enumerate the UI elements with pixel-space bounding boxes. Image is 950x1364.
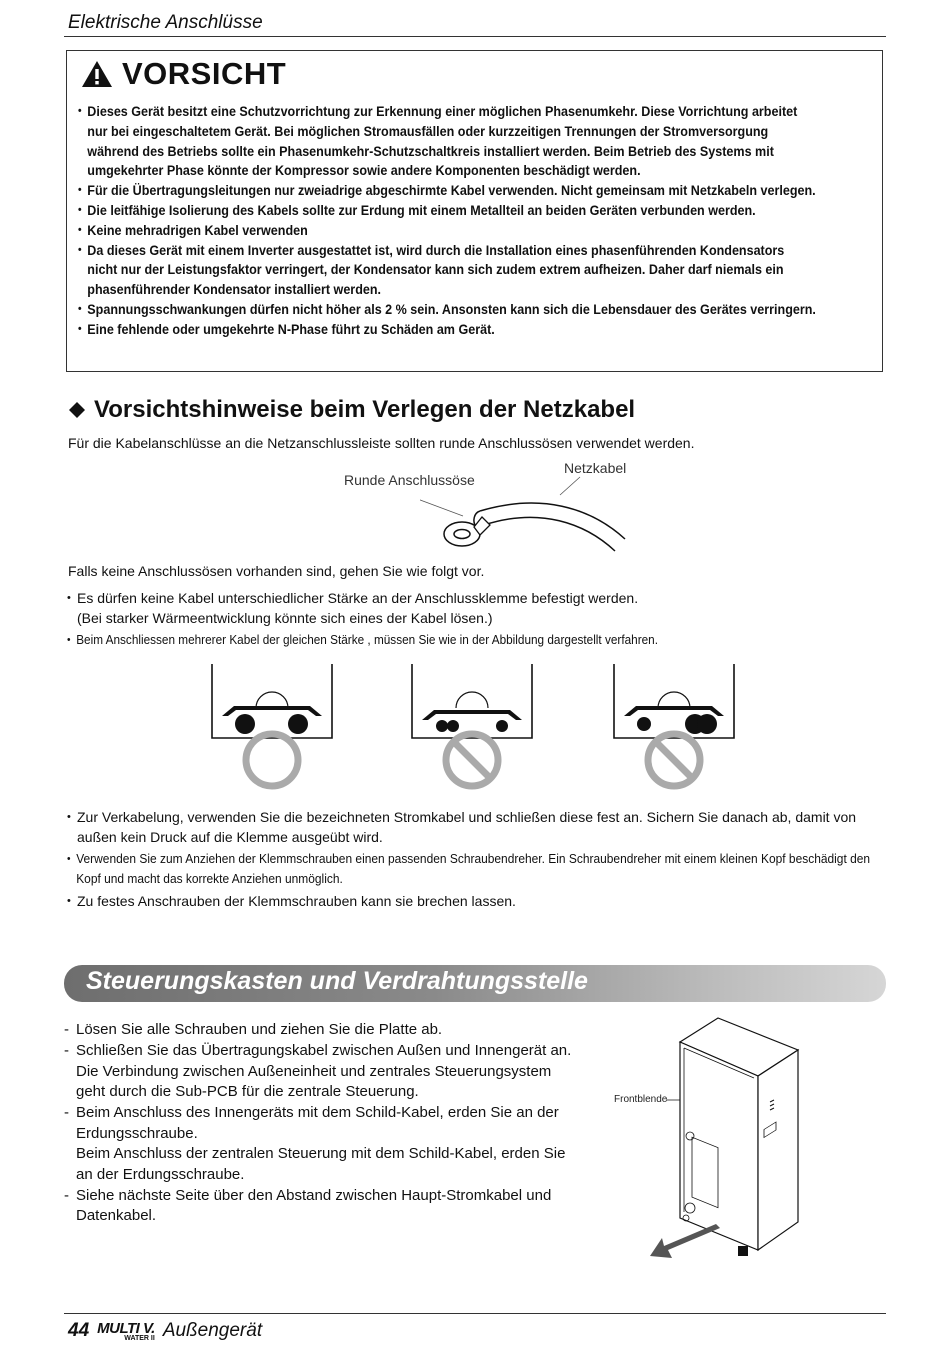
list-item: • Zu festes Anschrauben der Klemmschrauben kann sie brechen lassen.	[67, 891, 887, 911]
no-eyelet-text: Falls keine Anschlussösen vorhanden sind, gehen Sie wie folgt vor.	[68, 563, 485, 579]
list-item-note: (Bei starker Wärmeentwicklung könnte sich eines der Kabel lösen.)	[77, 610, 493, 626]
section-banner-title: Steuerungskasten und Verdrahtungsstelle	[86, 967, 588, 995]
diamond-bullet-icon	[68, 401, 86, 419]
eyelet-label: Runde Anschlussöse	[344, 472, 475, 488]
section-intro: Für die Kabelanschlüsse an die Netzanschlussleiste sollten runde Anschlussösen verwendet werden.	[68, 435, 695, 451]
diagram-correct	[212, 664, 332, 786]
tightening-rules-list	[67, 807, 887, 913]
caution-item: • Spannungsschwankungen dürfen nicht höher als 2 % sein. Ansonsten kann sich die Lebensdauer des Gerätes verringern.	[78, 300, 817, 320]
footer-title: Außengerät	[162, 1320, 263, 1341]
section-heading	[68, 396, 635, 424]
step-item	[64, 1103, 584, 1185]
caution-list	[78, 102, 817, 340]
header-rule	[64, 36, 886, 37]
caution-item: • Eine fehlende oder umgekehrte N-Phase führt zu Schäden am Gerät.	[78, 320, 817, 340]
caution-title: VORSICHT	[122, 56, 287, 91]
caution-item: • Die leitfähige Isolierung des Kabels sollte zur Erdung mit einem Metallteil an beiden Geräten verbunden werden.	[78, 201, 817, 221]
multi-v-logo	[97, 1321, 155, 1342]
control-box-steps	[64, 1020, 584, 1227]
list-item	[67, 588, 867, 628]
page-number: 44	[68, 1320, 90, 1341]
step-text: - Beim Anschluss des Innengeräts mit dem Schild-Kabel, erden Sie an der Erdungsschraube.	[76, 1104, 559, 1142]
caution-item: • Dieses Gerät besitzt eine Schutzvorrichtung zur Erkennung einer möglichen Phasenumkehr. Diese Vorrichtung arbeitet nur bei eingeschaltetem Gerät. Bei möglichen Stromausfällen oder kurzzeitigen Trennungen der Stromversorgung während des Betriebs sollte ein Phasenumkehr-Schutzschaltkreis installiert werden. Beim Betrieb des Systems mit umgekehrter Phase könnte der Kompressor sowie andere Komponenten beschädigt werden.	[78, 102, 817, 181]
caution-item: • Keine mehradrigen Kabel verwenden	[78, 221, 817, 241]
list-item: • Verwenden Sie zum Anziehen der Klemmschrauben einen passenden Schraubendreher. Ein Schraubendreher mit einem kleinen Kopf beschädigt den Kopf und macht das korrekte Anziehen unmöglich.	[67, 849, 895, 889]
list-item: • Zur Verkabelung, verwenden Sie die bezeichneten Stromkabel und schließen diese fest an. Sichern Sie danach ab, damit von außen kein Druck auf die Klemme ausgeübt wird.	[67, 807, 887, 847]
caution-item: • Für die Übertragungsleitungen nur zweiadrige abgeschirmte Kabel verwenden. Nicht gemeinsam mit Netzkabeln verlegen.	[78, 181, 817, 201]
cable-label: Netzkabel	[564, 460, 627, 476]
diagram-wrong-2	[614, 664, 734, 786]
wiring-rules-list	[67, 588, 867, 650]
section-title: Vorsichtshinweise beim Verlegen der Netzkabel	[94, 396, 636, 423]
footer-rule	[64, 1313, 886, 1314]
list-item-text: Es dürfen keine Kabel unterschiedlicher Stärke an der Anschlussklemme befestigt werden.	[77, 590, 639, 606]
step-item: - Siehe nächste Seite über den Abstand zwischen Haupt-Stromkabel und Datenkabel.	[64, 1186, 584, 1227]
caution-heading	[80, 56, 286, 92]
step-item: - Lösen Sie alle Schrauben und ziehen Sie die Platte ab.	[64, 1020, 584, 1041]
page-footer	[68, 1320, 262, 1342]
step-item: - Schließen Sie das Übertragungskabel zwischen Außen und Innengerät an. Die Verbindung zwischen Außeneinheit und zentrales Steuerungsystem geht durch die Sub-PCB für die zentrale Steuerung.	[64, 1041, 584, 1103]
logo-sub: WATER II	[124, 1334, 155, 1342]
warning-triangle-icon	[80, 59, 114, 89]
ring-terminal-illustration	[420, 475, 640, 555]
logo-main: MULTI V.	[97, 1319, 155, 1337]
outdoor-unit-illustration	[600, 1012, 810, 1272]
front-panel-label: Frontblende	[614, 1094, 668, 1105]
page-header-title: Elektrische Anschlüsse	[68, 12, 263, 33]
caution-item: • Da dieses Gerät mit einem Inverter ausgestattet ist, wird durch die Installation eines phasenführenden Kondensators nicht nur der Leistungsfaktor verringert, der Kondensator kann sich zudem extrem aufheizen. Daher darf niemals ein phasenführender Kondensator installiert werden.	[78, 241, 817, 300]
step-text: Beim Anschluss der zentralen Steuerung mit dem Schild-Kabel, erden Sie an der Erdungsschraube.	[76, 1145, 566, 1183]
diagram-wrong-1	[412, 664, 532, 786]
terminal-wiring-diagrams	[200, 660, 760, 790]
list-item: • Beim Anschliessen mehrerer Kabel der gleichen Stärke , müssen Sie wie in der Abbildung dargestellt verfahren.	[67, 630, 867, 650]
